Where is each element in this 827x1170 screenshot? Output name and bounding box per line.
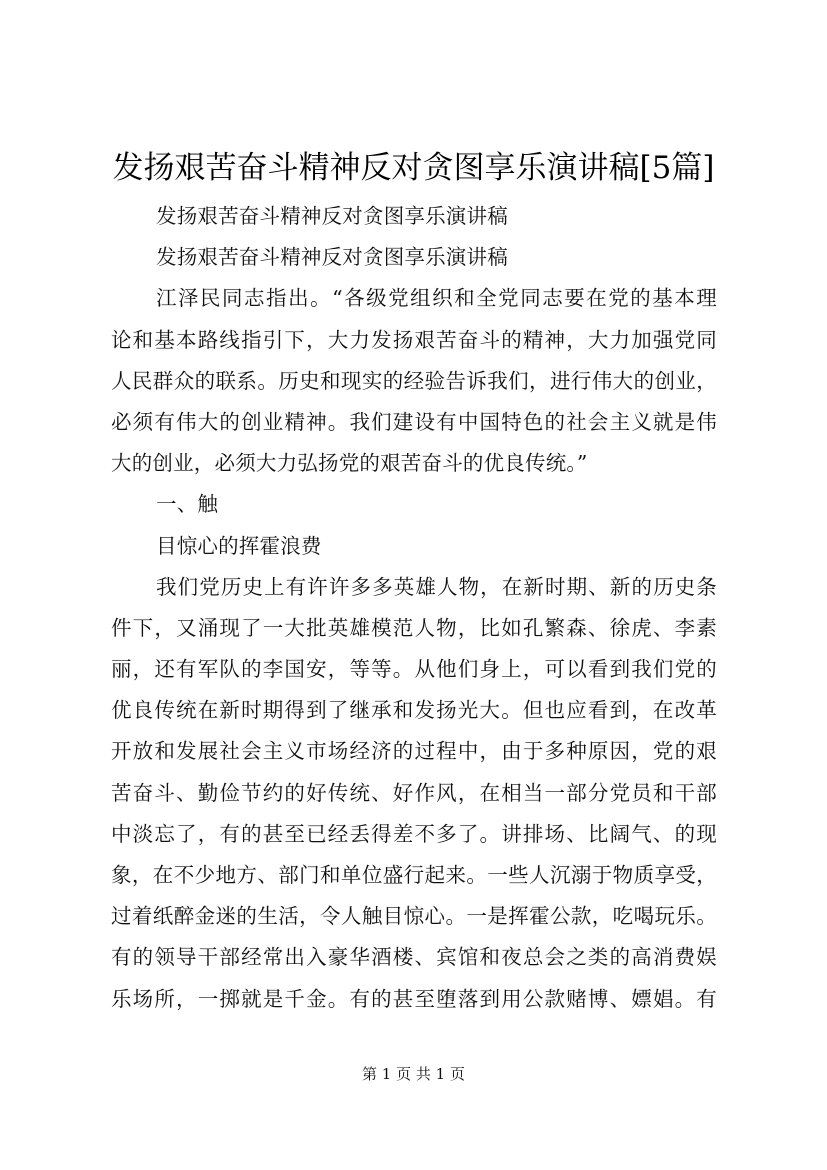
section-heading-line: 目惊心的挥霍浪费: [156, 533, 322, 558]
paragraph-line: 大的创业，必须大力弘扬党的艰苦奋斗的优良传统。”: [111, 451, 588, 476]
paragraph-line: 过着纸醉金迷的生活，令人触目惊心。一是挥霍公款，吃喝玩乐。: [111, 904, 717, 929]
paragraph-line: 苦奋斗、勤俭节约的好传统、好作风，在相当一部分党员和干部: [111, 780, 717, 805]
paragraph-line: 我们党历史上有许许多多英雄人物，在新时期、新的历史条: [156, 574, 717, 599]
subtitle-line: 发扬艰苦奋斗精神反对贪图享乐演讲稿: [156, 245, 508, 270]
document-title: 发扬艰苦奋斗精神反对贪图享乐演讲稿[5篇]: [112, 150, 715, 186]
subtitle-line: 发扬艰苦奋斗精神反对贪图享乐演讲稿: [156, 204, 508, 228]
paragraph-line: 必须有伟大的创业精神。我们建设有中国特色的社会主义就是伟: [111, 409, 717, 434]
document-body: [111, 196, 717, 1020]
paragraph-line: 象，在不少地方、部门和单位盛行起来。一些人沉溺于物质享受，: [111, 863, 717, 887]
paragraph-line: 中淡忘了，有的甚至已经丢得差不多了。讲排场、比阔气、的现: [111, 821, 717, 846]
paragraph-line: 人民群众的联系。历史和现实的经验告诉我们，进行伟大的创业，: [111, 368, 717, 393]
paragraph-line: 江泽民同志指出。“各级党组织和全党同志要在党的基本理: [156, 286, 717, 311]
page-number-footer: 第 1 页 共 1 页: [362, 1065, 465, 1083]
paragraph-line: 丽，还有军队的李国安，等等。从他们身上，可以看到我们党的: [111, 657, 717, 682]
paragraph-line: 论和基本路线指引下，大力发扬艰苦奋斗的精神，大力加强党同: [111, 327, 717, 352]
paragraph-line: 优良传统在新时期得到了继承和发扬光大。但也应看到，在改革: [111, 698, 717, 723]
paragraph-line: 件下，又涌现了一大批英雄模范人物，比如孔繁森、徐虎、李素: [111, 615, 717, 640]
section-heading-line: 一、触: [156, 492, 219, 517]
paragraph-line: 有的领导干部经常出入豪华酒楼、宾馆和夜总会之类的高消费娱: [111, 945, 717, 970]
paragraph-line: 开放和发展社会主义市场经济的过程中，由于多种原因，党的艰: [111, 739, 717, 764]
paragraph-line: 乐场所，一掷就是千金。有的甚至堕落到用公款赌博、嫖娼。有: [111, 986, 717, 1011]
